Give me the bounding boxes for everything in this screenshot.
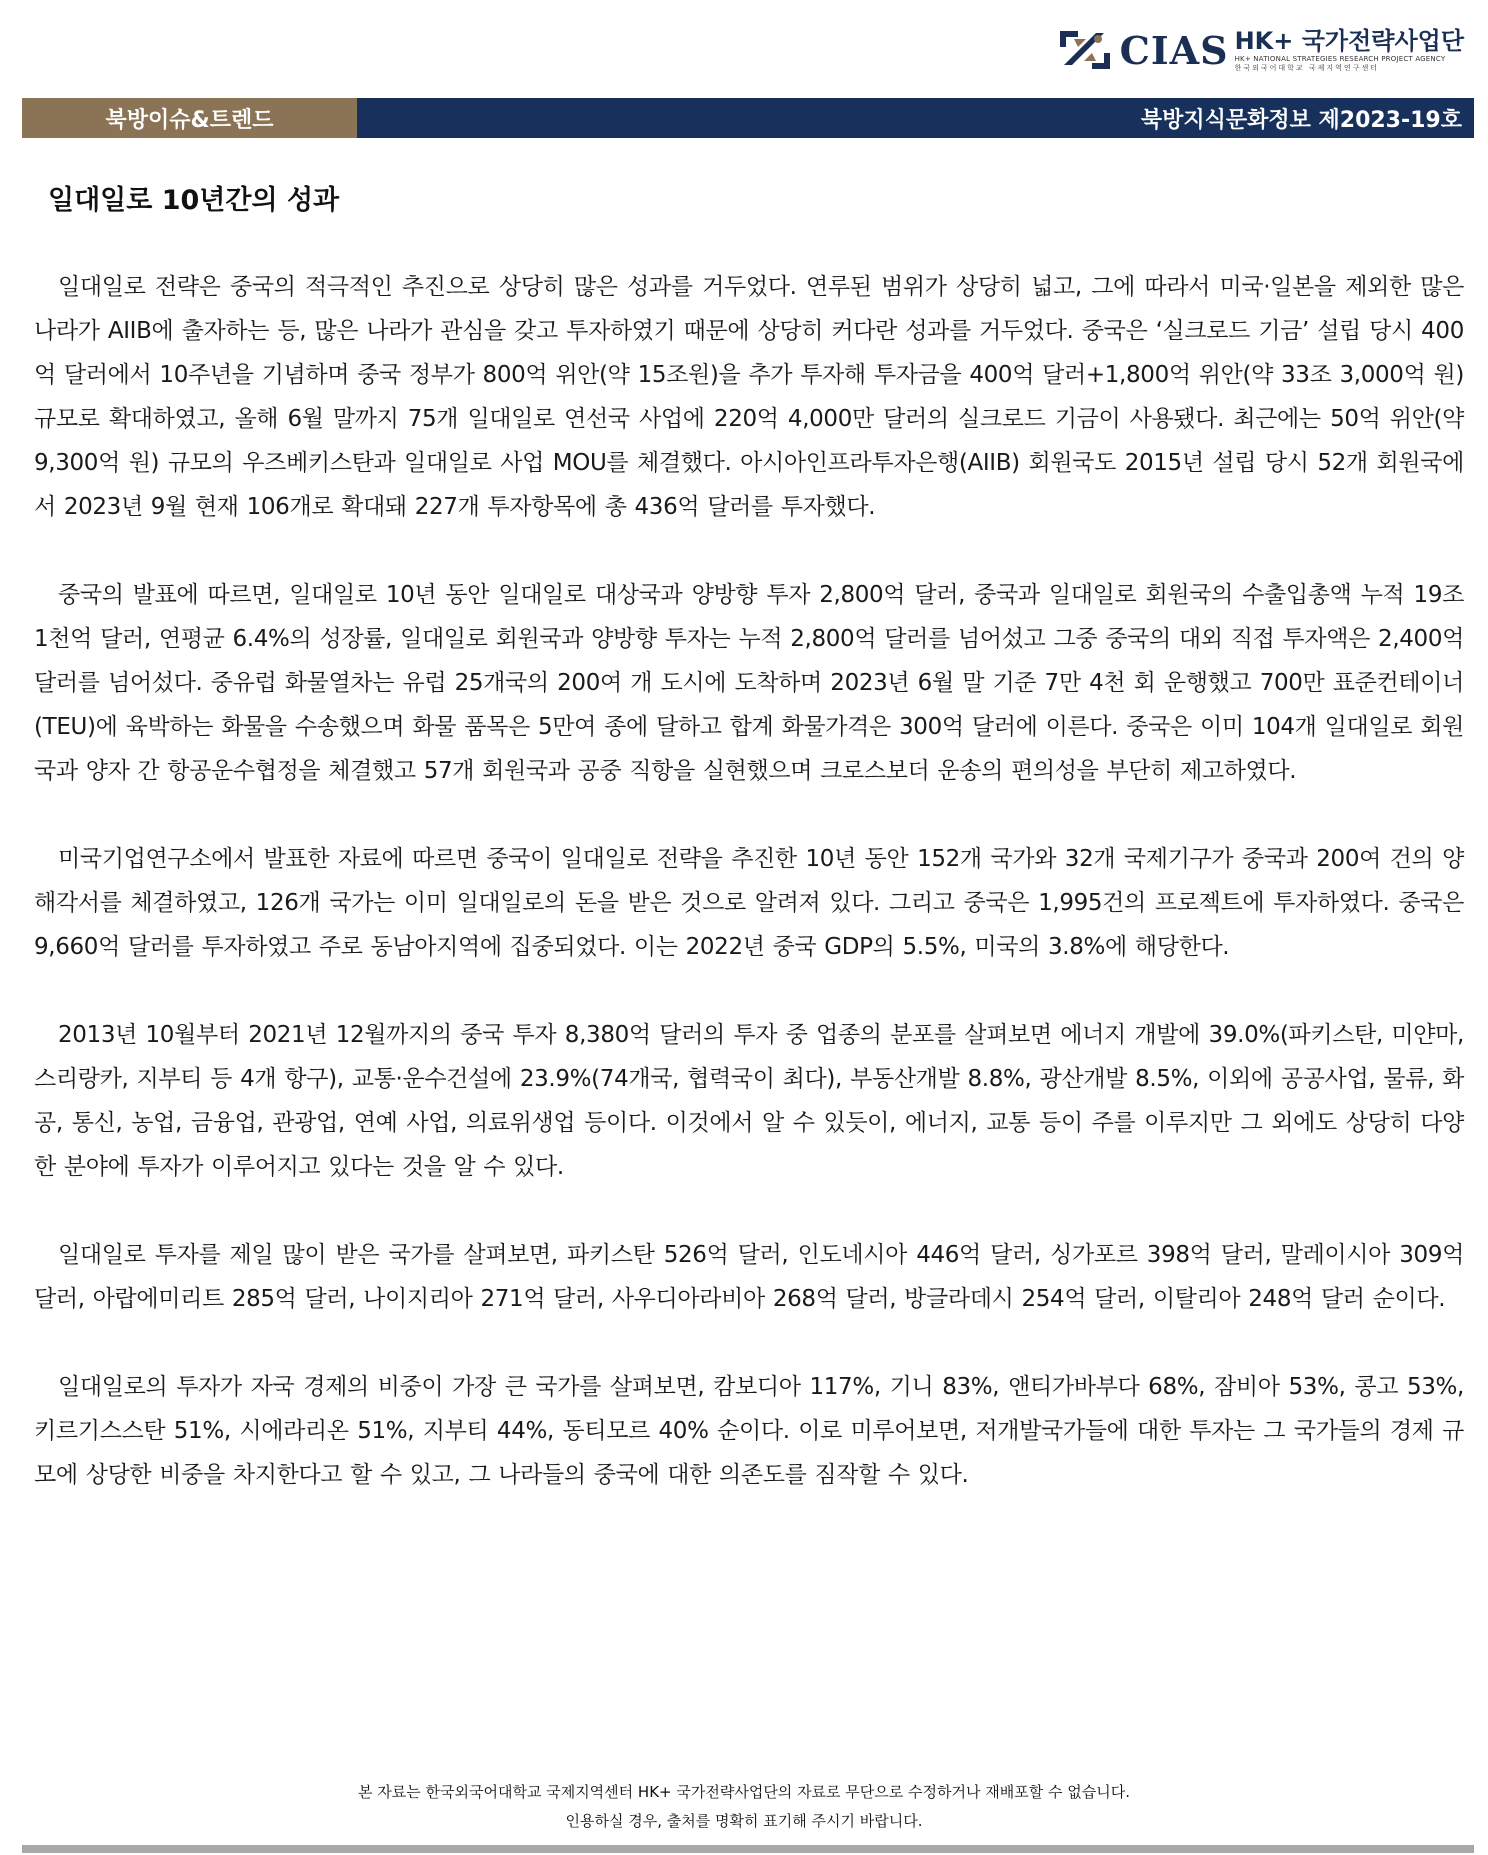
cias-logo [1056, 22, 1464, 78]
footer-notice [0, 1778, 1488, 1836]
paragraph: 2013년 10월부터 2021년 12월까지의 중국 투자 8,380억 달러의 투자 중 업종의 분포를 살펴보면 에너지 개발에 39.0%(파키스탄, 미얀마, 스리랑카, 지부티 등 4개 항구), 교통·운수건설에 23.9%(74개국, 협력국이 최다), 부동산개발 8.8%, 광산개발 8.5%, 이외에 공공사업, 물류, 화공, 통신, 농업, 금융업, 관광업, 연예 사업, 의료위생업 등이다. 이것에서 알 수 있듯이, 에너지, 교통 등이 주를 이루지만 그 외에도 상당히 다양한 분야에 투자가 이루어지고 있다는 것을 알 수 있다. [34, 1022, 1464, 1180]
org-subtitle-en: HK+ NATIONAL STRATEGIES RESEARCH PROJECT AGENCY [1234, 55, 1446, 63]
paragraph: 일대일로 전략은 중국의 적극적인 추진으로 상당히 많은 성과를 거두었다. 연루된 범위가 상당히 넓고, 그에 따라서 미국·일본을 제외한 많은 나라가 AIIB에 출자하는 등, 많은 나라가 관심을 갖고 투자하였기 때문에 상당히 커다란 성과를 거두었다. 중국은 ‘실크로드 기금’ 설립 당시 400억 달러에서 10주년을 기념하며 중국 정부가 800억 위안(약 15조원)을 추가 투자해 투자금을 400억 달러+1,800억 위안(약 33조 3,000억 원) 규모로 확대하였고, 올해 6월 말까지 75개 일대일로 연선국 사업에 220억 4,000만 달러의 실크로드 기금이 사용됐다. 최근에는 50억 위안(약 9,300억 원) 규모의 우즈베키스탄과 일대일로 사업 MOU를 체결했다. 아시아인프라투자은행(AIIB) 회원국도 2015년 설립 당시 52개 회원국에서 2023년 9월 현재 106개로 확대돼 227개 투자항목에 총 436억 달러를 투자했다. [34, 274, 1464, 520]
paragraph: 중국의 발표에 따르면, 일대일로 10년 동안 일대일로 대상국과 양방향 투자 2,800억 달러, 중국과 일대일로 회원국의 수출입총액 누적 19조 1천억 달러, 연평균 6.4%의 성장률, 일대일로 회원국과 양방향 투자는 누적 2,800억 달러를 넘어섰고 그중 중국의 대외 직접 투자액은 2,400억 달러를 넘어섰다. 중유럽 화물열차는 유럽 25개국의 200여 개 도시에 도착하며 2023년 6월 말 기준 7만 4천 회 운행했고 700만 표준컨테이너(TEU)에 육박하는 화물을 수송했으며 화물 품목은 5만여 종에 달하고 합계 화물가격은 300억 달러에 이른다. 중국은 이미 104개 일대일로 회원국과 양자 간 항공운수협정을 체결했고 57개 회원국과 공중 직항을 실현했으며 크로스보더 운송의 편의성을 부단히 제고하였다. [34, 582, 1464, 784]
logo-cias-text: CIAS [1119, 27, 1229, 73]
footer-divider [22, 1845, 1474, 1853]
paragraph: 일대일로 투자를 제일 많이 받은 국가를 살펴보면, 파키스탄 526억 달러, 인도네시아 446억 달러, 싱가포르 398억 달러, 말레이시아 309억 달러, 아랍에미리트 285억 달러, 나이지리아 271억 달러, 사우디아라비아 268억 달러, 방글라데시 254억 달러, 이탈리아 248억 달러 순이다. [34, 1242, 1464, 1312]
article-body [34, 265, 1464, 1541]
issue-label: 북방지식문화정보 제2023-19호 [357, 98, 1474, 138]
article-title: 일대일로 10년간의 성과 [48, 185, 340, 216]
org-subtitle-kr: 한국외국어대학교 국제지역연구센터 [1234, 64, 1379, 72]
section-label: 북방이슈&트렌드 [22, 98, 357, 138]
footer-line-2: 인용하실 경우, 출처를 명확히 표기해 주시기 바랍니다. [565, 1812, 923, 1830]
cias-emblem-icon [1056, 25, 1114, 75]
header-banner [22, 98, 1474, 138]
paragraph: 미국기업연구소에서 발표한 자료에 따르면 중국이 일대일로 전략을 추진한 10년 동안 152개 국가와 32개 국제기구가 중국과 200여 건의 양해각서를 체결하였고, 126개 국가는 이미 일대일로의 돈을 받은 것으로 알려져 있다. 그리고 중국은 1,995건의 프로젝트에 투자하였다. 중국은 9,660억 달러를 투자하였고 주로 동남아지역에 집중되었다. 이는 2022년 중국 GDP의 5.5%, 미국의 3.8%에 해당한다. [34, 846, 1464, 960]
paragraph: 일대일로의 투자가 자국 경제의 비중이 가장 큰 국가를 살펴보면, 캄보디아 117%, 기니 83%, 앤티가바부다 68%, 잠비아 53%, 콩고 53%, 키르기스스탄 51%, 시에라리온 51%, 지부티 44%, 동티모르 40% 순이다. 이로 미루어보면, 저개발국가들에 대한 투자는 그 국가들의 경제 규모에 상당한 비중을 차지한다고 할 수 있고, 그 나라들의 중국에 대한 의존도를 짐작할 수 있다. [34, 1374, 1464, 1488]
org-title: HK+ 국가전략사업단 [1234, 27, 1464, 55]
footer-line-1: 본 자료는 한국외국어대학교 국제지역센터 HK+ 국가전략사업단의 자료로 무단으로 수정하거나 재배포할 수 없습니다. [358, 1783, 1130, 1801]
